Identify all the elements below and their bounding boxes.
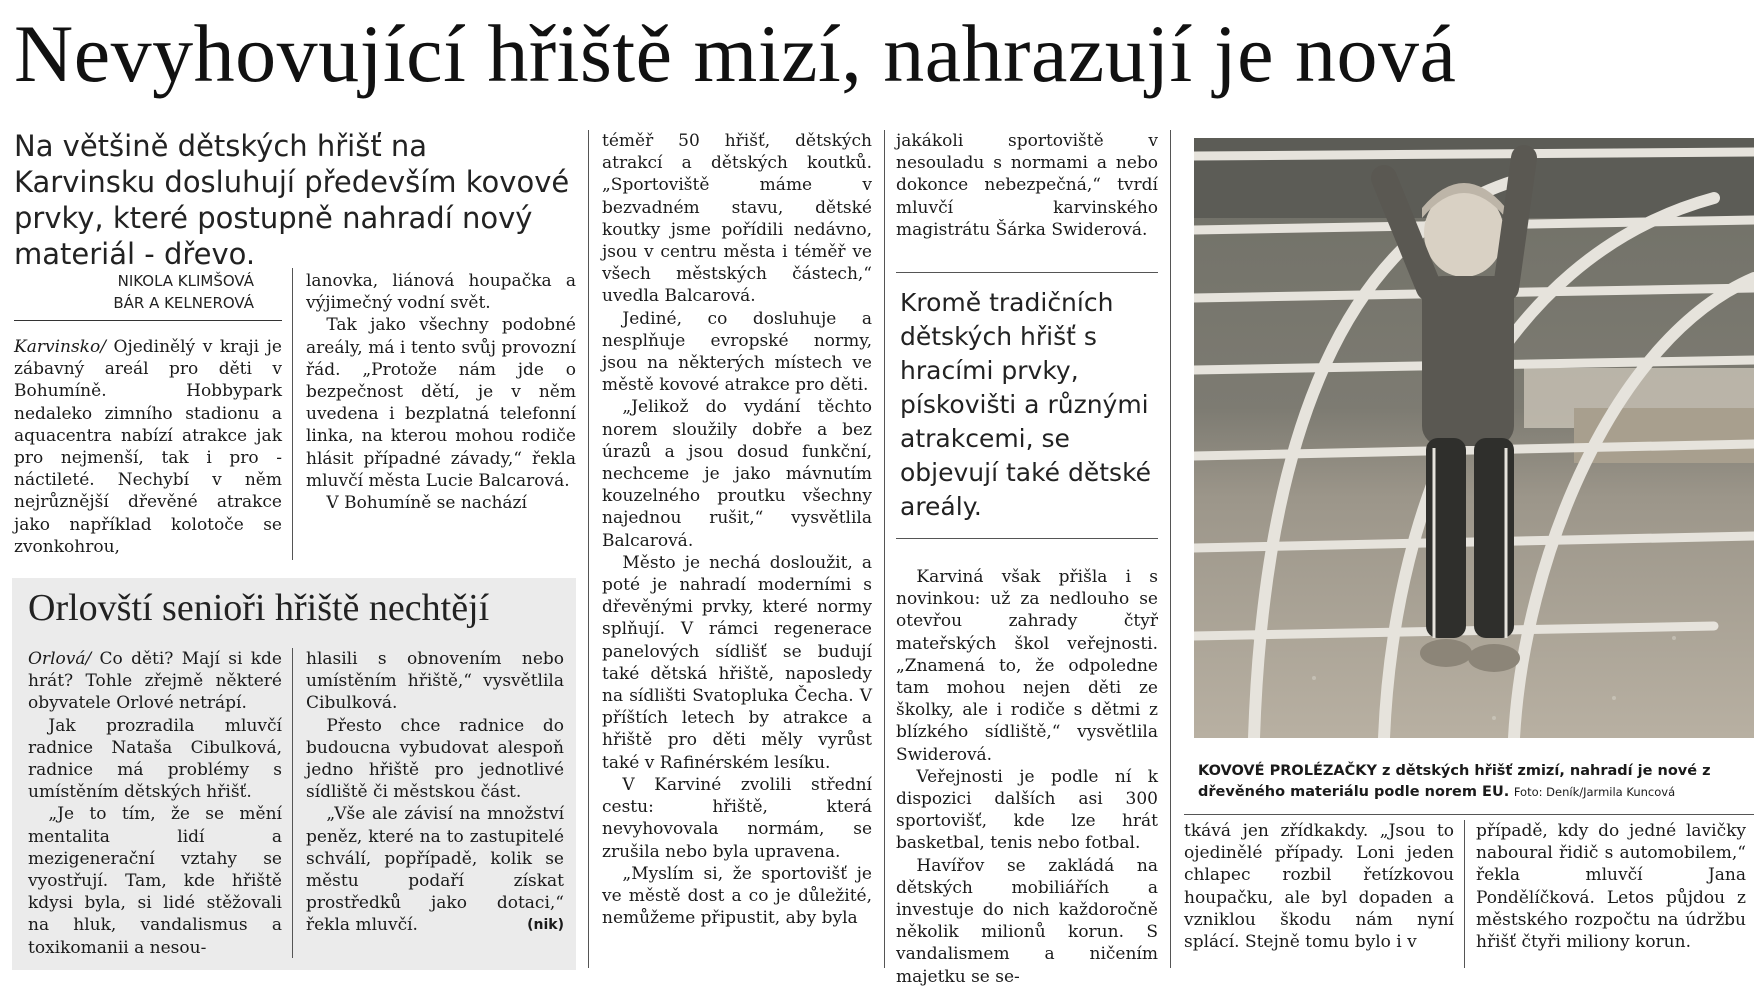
sidebar-text: Co děti? Mají si kde hrát? Tohle zřejmě některé obyvatele Orlové netrápí.: [28, 649, 282, 714]
article-column-2: [306, 270, 576, 514]
sidebar-title: Orlovští senioři hřiště nechtějí: [28, 587, 490, 629]
article-paragraph: Karviná však přišla i s novinkou: už za nedlouho se otevřou zahrady čtyř mateřských škol veřejnosti. „Znamená to, že odpoledne tam mohou nejen děti ze školky, ale i rodiče s dětmi z blízkého sídliště,“ vysvětlila Swiderová.: [896, 567, 1158, 765]
playground-photo: [1194, 138, 1754, 738]
sidebar-paragraph: Přesto chce radnice do budoucna vybudovat alespoň jedno hřiště pro jednotlivé sídliště či městskou část.: [306, 715, 564, 803]
photo-credit: Foto: Deník/Jarmila Kuncová: [1513, 785, 1676, 799]
sidebar-column-2: [306, 648, 564, 937]
article-paragraph: „Jelikož do vydání těchto norem sloužily dobře a bez úrazů a jsou dosud funkční, nechceme je jako mávnutím kouzelného proutku všechny najednou rušit,“ vysvětlila Balcarová.: [602, 397, 872, 551]
sidebar-paragraph: hlasili s obnovením nebo umístěním hřiště,“ vysvětlila Cibulková.: [306, 649, 564, 714]
byline: [14, 270, 282, 321]
article-paragraph: tkává jen zřídkakdy. „Jsou to ojedinělé případy. Loni jeden chlapec rozbil řetízkovou houpačku, ale byl dopaden a vzniklou škodu nám nyní splácí. Stejně tomu bylo i v: [1184, 821, 1454, 953]
article-paragraph: Jediné, co dosluhuje a nesplňuje evropské normy, jsou na některých místech ve městě kovové atrakce pro děti.: [602, 308, 872, 396]
sidebar-paragraph: [306, 803, 564, 936]
column-divider: [1464, 820, 1465, 968]
article-paragraph: téměř 50 hřišť, dětských atrakcí a dětských koutků. „Sportoviště máme v bezvadném stavu, dětské koutky jsme pořídili nedávno, jsou v centru města i téměř ve všech městských částech,“ uvedla Balcarová.: [602, 131, 872, 307]
pullquote-top-rule: [896, 272, 1158, 273]
article-paragraph: lanovka, liánová houpačka a výjimečný vodní svět.: [306, 271, 576, 314]
byline-author-1: NIKOLA KLIMŠOVÁ: [117, 272, 254, 290]
article-paragraph: V Karviné zvolili střední cestu: hřiště, která nevyhovovala normám, se zrušila nebo byla upravena.: [602, 774, 872, 862]
sidebar-divider: [292, 648, 293, 958]
column-divider: [1170, 130, 1171, 968]
article-column-4-bottom: [896, 566, 1158, 988]
article-paragraph: [14, 336, 282, 558]
sidebar-column-1: [28, 648, 282, 959]
article-column-6: [1476, 820, 1746, 953]
article-paragraph: jakákoli sportoviště v nesouladu s normami a nebo dokonce nebezpečná,“ tvrdí mluvčí karvinského magistrátu Šárka Swiderová.: [896, 131, 1158, 240]
photo-caption: [1198, 761, 1750, 803]
article-text: Ojedinělý v kraji je zábavný areál pro děti v Bohumíně. Hobbypark nedaleko zimního stadionu a aquacentra nabízí atrakce jak pro nejmenší, tak i pro -náctileté. Nechybí v něm nejrůznější dřevěné atrakce jako například kolotoče se zvonkohrou,: [14, 337, 282, 557]
pullquote-bottom-rule: [896, 538, 1158, 539]
article-paragraph: „Myslím si, že sportovišť je ve městě dost a co je důležité, nemůžeme připustit, aby byla: [602, 863, 872, 929]
article-paragraph: Tak jako všechny podobné areály, má i tento svůj provozní řád. „Protože nám jde o bezpečnost dětí, je v něm uvedena i bezplatná telefonní linka, na kterou mohou rodiče hlásit případné závady,“ řekla mluvčí města Lucie Balcarová.: [306, 315, 576, 491]
lead-paragraph: Na většině dětských hřišť na Karvinsku dosluhují především kovové prvky, které postupně nahradí nový materiál - dřevo.: [14, 129, 570, 271]
article-paragraph: Veřejnosti je podle ní k dispozici dalších asi 300 sportovišť, kde lze hrát basketbal, tenis nebo fotbal.: [896, 766, 1158, 854]
article-paragraph: Město je nechá dosloužit, a poté je nahradí moderními s dřevěnými prvky, které normy splňují. V rámci regenerace panelových sídlišť se budují také dětská hřiště, naposledy na sídlišti Svatopluka Čecha. V příštích letech by atrakce a hřiště pro děti měly vyrůst také v Rafinérském lesíku.: [602, 552, 872, 773]
byline-author-2: BÁR A KELNEROVÁ: [113, 294, 254, 312]
sidebar-paragraph: Jak prozradila mluvčí radnice Nataša Cibulková, radnice má problémy s umístěním dětských hřišť.: [28, 715, 282, 803]
article-paragraph: případě, kdy do jedné lavičky naboural řidič s automobilem,“ řekla mluvčí Jana Pondělíčková. Letos půjdou z městského rozpočtu na údržbu hřišť čtyři miliony korun.: [1476, 821, 1746, 953]
sidebar-paragraph: [28, 648, 282, 715]
article-paragraph: V Bohumíně se nachází: [326, 493, 527, 514]
caption-text: KOVOVÉ PROLÉZAČKY z dětských hřišť zmizí, nahradí je nové z dřevěného materiálu podle norem EU.: [1198, 763, 1711, 800]
sidebar-paragraph: „Je to tím, že se mění mentalita lidí a mezigenerační vztahy se vyostřují. Tam, kde hřiště kdysi byla, si lidé stěžovali na hluk, vandalismus a toxikomanii a nesou-: [28, 804, 282, 958]
article-column-4-top: [896, 130, 1158, 241]
column-divider: [292, 268, 293, 560]
sidebar-dateline: Orlová/: [28, 649, 92, 669]
dateline: Karvinsko/: [14, 337, 106, 357]
pull-quote: Kromě tradičních dětských hřišť s hracími prvky, pískovišti a různými atrakcemi, se objevují také dětské areály.: [900, 288, 1152, 521]
author-signature: (nik): [527, 917, 564, 934]
headline: Nevyhovující hřiště mizí, nahrazují je nová: [14, 8, 1457, 99]
article-column-3: [602, 130, 872, 929]
sidebar-text: „Vše ale závisí na množství peněz, které na to zastupitelé schválí, popřípadě, kolik se městu podaří získat prostředků jako dotaci,“ řekla mluvčí.: [306, 804, 564, 936]
article-paragraph: Havířov se zakládá na dětských mobiliářích a investuje do nich každoročně několik milionů korun. S vandalismem a ničením majetku se se-: [896, 855, 1158, 987]
article-column-5: [1184, 820, 1454, 953]
column-divider: [884, 130, 885, 968]
article-column-1: [14, 336, 282, 558]
caption-bottom-rule: [1184, 814, 1754, 815]
photo-illustration: [1194, 138, 1754, 738]
column-divider: [588, 130, 589, 968]
